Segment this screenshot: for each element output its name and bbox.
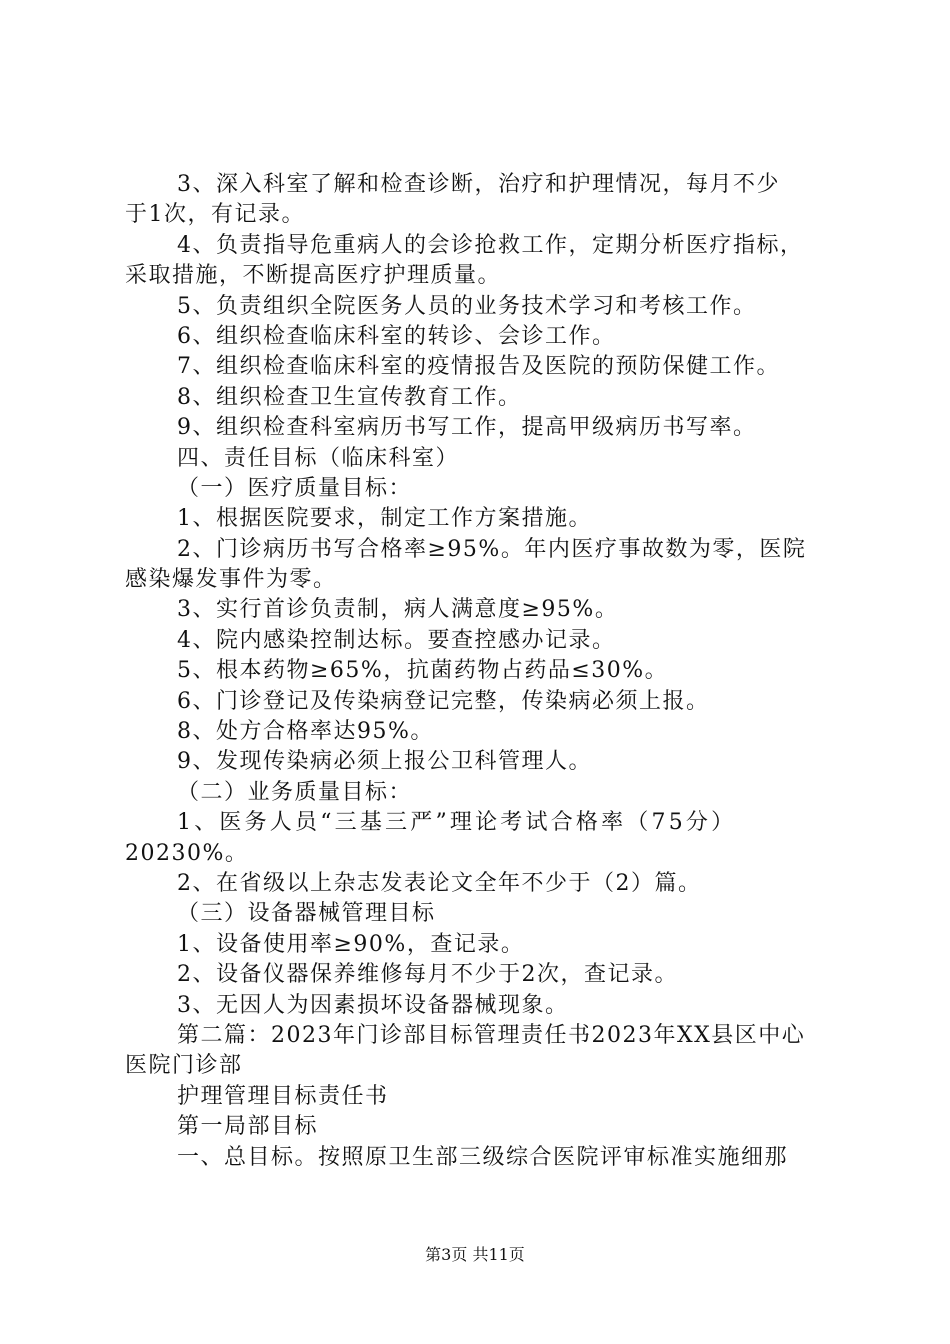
text-line: 8、处方合格率达95%。 xyxy=(177,719,434,745)
text-line: 9、发现传染病必须上报公卫科管理人。 xyxy=(177,749,592,775)
text-line: 1、医务人员“三基三严”理论考试合格率（75分） xyxy=(177,810,737,836)
text-line: 2、设备仪器保养维修每月不少于2次，查记录。 xyxy=(177,962,678,988)
text-line: 7、组织检查临床科室的疫情报告及医院的预防保健工作。 xyxy=(177,354,780,380)
text-line: 1、设备使用率≥90%，查记录。 xyxy=(177,931,525,957)
text-line: 第一局部目标 xyxy=(177,1114,319,1140)
text-line: 3、深入科室了解和检查诊断，治疗和护理情况，每月不少 xyxy=(177,172,780,197)
text-line: 医院门诊部 xyxy=(125,1053,243,1079)
text-line: 3、无因人为因素损坏设备器械现象。 xyxy=(177,992,569,1018)
text-line: 1、根据医院要求，制定工作方案措施。 xyxy=(177,506,592,532)
text-line: 四、责任目标（临床科室） xyxy=(177,445,460,471)
text-line: 4、负责指导危重病人的会诊抢救工作，定期分析医疗指标， xyxy=(177,232,804,258)
text-line: 5、根本药物≥65%，抗菌药物占药品≤30%。 xyxy=(177,658,669,684)
text-line: 6、门诊登记及传染病登记完整，传染病必须上报。 xyxy=(177,688,710,714)
text-line: 9、组织检查科室病历书写工作，提高甲级病历书写率。 xyxy=(177,415,757,441)
text-line: （二）业务质量目标： xyxy=(177,779,413,805)
text-line: 于1次，有记录。 xyxy=(125,202,305,228)
text-line: 一、总目标。按照原卫生部三级综合医院评审标准实施细那 xyxy=(177,1144,789,1170)
text-line: 6、组织检查临床科室的转诊、会诊工作。 xyxy=(177,323,616,349)
text-line: （三）设备器械管理目标 xyxy=(177,901,436,927)
text-line: 第二篇：2023年门诊部目标管理责任书2023年XX县区中心 xyxy=(177,1022,806,1048)
text-line: 2、门诊病历书写合格率≥95%。年内医疗事故数为零，医院 xyxy=(177,536,807,562)
text-line: 4、院内感染控制达标。要查控感办记录。 xyxy=(177,627,616,653)
text-line: 8、组织检查卫生宣传教育工作。 xyxy=(177,384,522,410)
text-line: 感染爆发事件为零。 xyxy=(125,567,337,593)
page-number: 第3页 共11页 xyxy=(425,1245,525,1264)
text-line: 20230%。 xyxy=(125,840,249,866)
text-line: 3、实行首诊负责制，病人满意度≥95%。 xyxy=(177,597,619,623)
document-body xyxy=(125,170,830,1173)
text-line: 5、负责组织全院医务人员的业务技术学习和考核工作。 xyxy=(177,293,757,319)
page-footer xyxy=(0,1244,950,1266)
text-line: （一）医疗质量目标： xyxy=(177,475,413,501)
text-line: 2、在省级以上杂志发表论文全年不少于（2）篇。 xyxy=(177,870,702,896)
text-line: 护理管理目标责任书 xyxy=(177,1083,389,1109)
text-line: 采取措施，不断提高医疗护理质量。 xyxy=(125,263,502,289)
